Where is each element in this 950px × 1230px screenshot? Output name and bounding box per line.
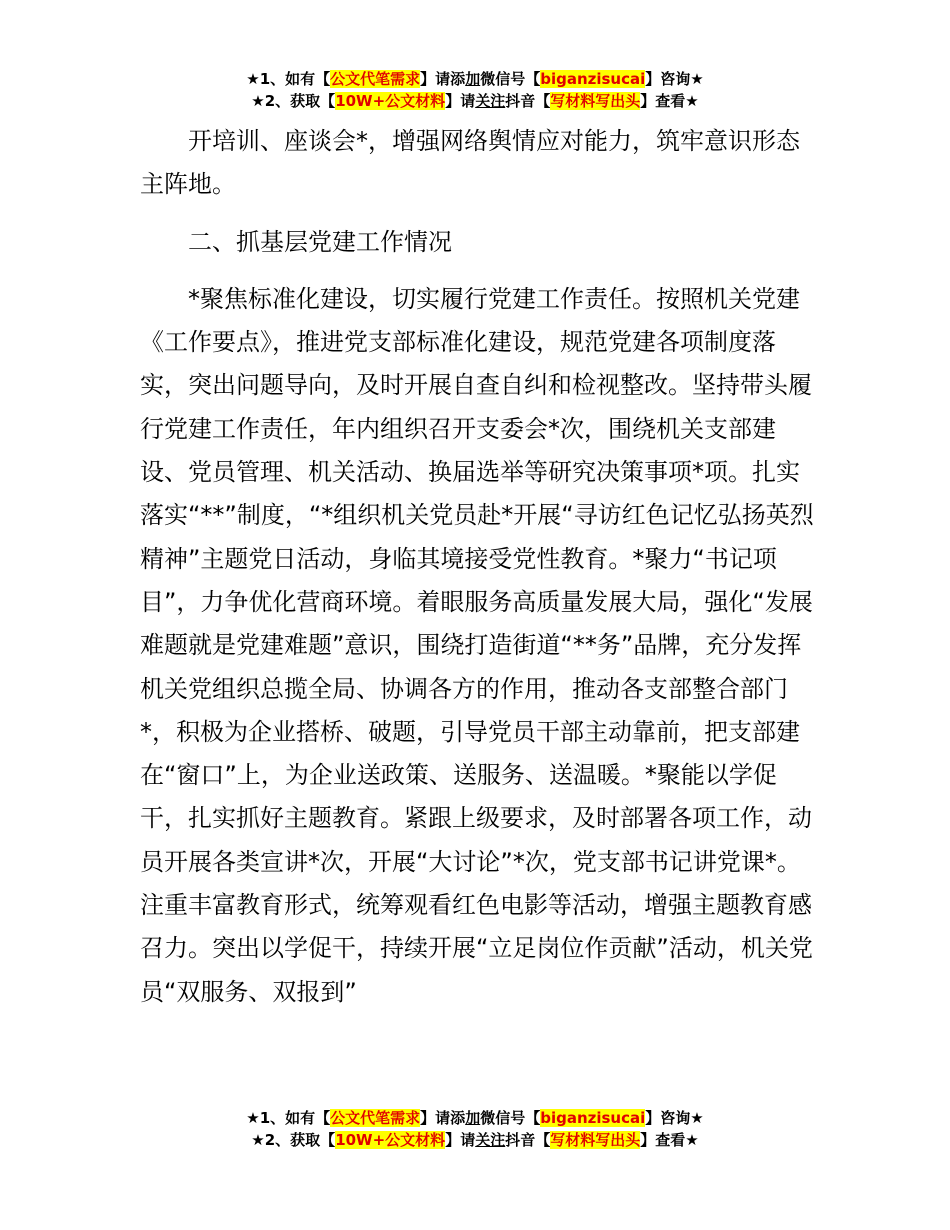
banner-underlined: 加 (465, 70, 481, 88)
banner-highlight: 写材料写出头 (550, 92, 641, 110)
banner-text: 】咨询★ (645, 1109, 704, 1127)
banner-text: 】查看★ (640, 1131, 699, 1149)
banner-text: 】查看★ (640, 92, 699, 110)
banner-text: 微信号【 (480, 70, 541, 88)
banner-text: 微信号【 (480, 1109, 541, 1127)
paragraph-continued: 开培训、座谈会*，增强网络舆情应对能力，筑牢意识形态主阵地。 (140, 127, 800, 199)
banner-text: 】咨询★ (645, 70, 704, 88)
banner-text: 抖音【 (505, 92, 551, 110)
banner-text: 抖音【 (505, 1131, 551, 1149)
document-body (140, 120, 820, 1014)
banner-underlined: 关注 (475, 1131, 506, 1149)
footer-banner (0, 1107, 950, 1151)
banner-text: 】请 (445, 92, 476, 110)
banner-highlight: 公文代笔需求 (330, 70, 421, 88)
banner-highlight: 写材料写出头 (550, 1131, 641, 1149)
banner-line-2 (0, 90, 950, 112)
banner-text: ★2、获取【 (251, 92, 336, 110)
banner-text: ★1、如有【 (246, 1109, 331, 1127)
banner-line-2 (0, 1129, 950, 1151)
banner-text: ★2、获取【 (251, 1131, 336, 1149)
banner-highlight: 10W+公文材料 (335, 1131, 446, 1149)
banner-text: 】请添 (420, 1109, 466, 1127)
banner-underlined: 关注 (475, 92, 506, 110)
paragraph-main: *聚焦标准化建设，切实履行党建工作责任。按照机关党建《工作要点》，推进党支部标准化建设，规范党建各项制度落实，突出问题导向，及时开展自查自纠和检视整改。坚持带头履行党建工作责任，年内组织召开支委会*次，围绕机关支部建设、党员管理、机关活动、换届选举等研究决策事项*项。扎实落实“**”制度，“*组织机关党员赴*开展“寻访红色记忆弘扬英烈精神”主题党日活动，身临其境接受党性教育。*聚力“书记项目”，力争优化营商环境。着眼服务高质量发展大局，强化“发展难题就是党建难题”意识，围绕打造街道“**务”品牌，充分发挥机关党组织总揽全局、协调各方的作用，推动各支部整合部门*，积极为企业搭桥、破题，引导党员干部主动靠前，把支部建在“窗口”上，为企业送政策、送服务、送温暖。*聚能以学促干，扎实抓好主题教育。紧跟上级要求，及时部署各项工作，动员开展各类宣讲*次，开展“大讨论”*次，党支部书记讲党课*。注重丰富教育形式，统筹观看红色电影等活动，增强主题教育感召力。突出以学促干，持续开展“立足岗位作贡献”活动，机关党员“双服务、双报到” (140, 284, 814, 1006)
banner-text: 】请 (445, 1131, 476, 1149)
banner-highlight: biganzisucai (540, 1109, 646, 1127)
header-banner (0, 68, 950, 112)
section-heading: 二、抓基层党建工作情况 (188, 227, 452, 256)
banner-line-1 (0, 1107, 950, 1129)
banner-highlight: biganzisucai (540, 70, 646, 88)
banner-highlight: 公文代笔需求 (330, 1109, 421, 1127)
banner-line-1 (0, 68, 950, 90)
banner-text: ★1、如有【 (246, 70, 331, 88)
banner-underlined: 加 (465, 1109, 481, 1127)
banner-highlight: 10W+公文材料 (335, 92, 446, 110)
banner-text: 】请添 (420, 70, 466, 88)
